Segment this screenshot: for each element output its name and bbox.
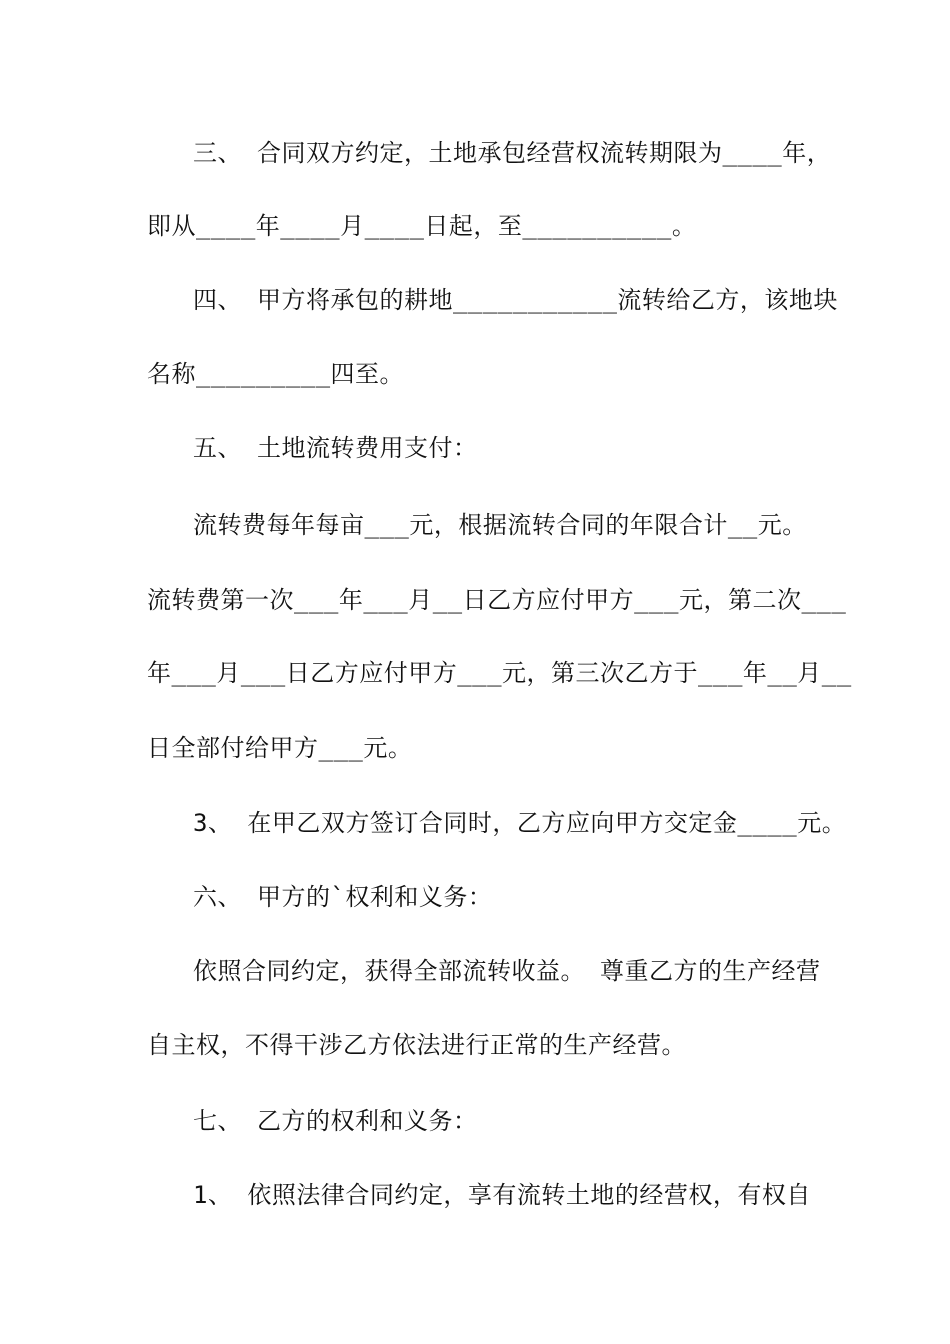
party-a-rights-line-2: 自主权，不得干涉乙方依法进行正常的生产经营。 — [147, 1031, 686, 1059]
clause-4-land-line-1: 四、 甲方将承包的耕地___________流转给乙方，该地块 — [193, 286, 838, 314]
party-b-rights-line-1: 1、 依照法律合同约定，享有流转土地的经营权，有权自 — [193, 1181, 811, 1209]
party-a-rights-line-1: 依照合同约定，获得全部流转收益。 尊重乙方的生产经营 — [193, 957, 821, 985]
clause-7-heading: 七、 乙方的权利和义务： — [193, 1107, 478, 1135]
clause-6-heading: 六、 甲方的`权利和义务： — [193, 883, 493, 911]
payment-schedule-line-2: 年___月___日乙方应付甲方___元，第三次乙方于___年__月__ — [147, 659, 852, 687]
clause-3-term-line-1: 三、 合同双方约定，土地承包经营权流转期限为____年， — [193, 139, 832, 167]
payment-fee-line: 流转费每年每亩___元，根据流转合同的年限合计__元。 — [193, 511, 807, 539]
payment-schedule-line-3: 日全部付给甲方___元。 — [147, 734, 413, 762]
clause-5-heading: 五、 土地流转费用支付： — [193, 434, 478, 462]
deposit-line: 3、 在甲乙双方签订合同时，乙方应向甲方交定金____元。 — [193, 809, 847, 837]
clause-4-land-line-2: 名称_________四至。 — [147, 360, 405, 388]
payment-schedule-line-1: 流转费第一次___年___月__日乙方应付甲方___元，第二次___ — [147, 586, 847, 614]
clause-3-term-line-2: 即从____年____月____日起，至__________。 — [147, 212, 697, 240]
